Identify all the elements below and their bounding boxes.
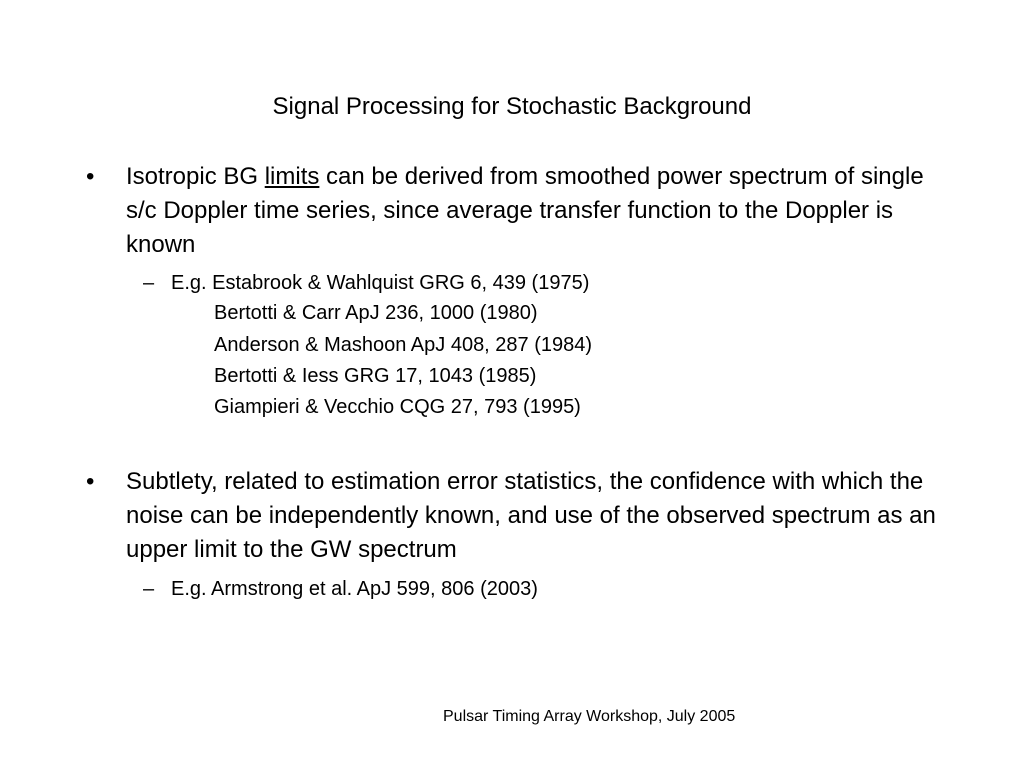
- reference-line: Bertotti & Iess GRG 17, 1043 (1985): [214, 365, 537, 387]
- reference-line: Giampieri & Vecchio CQG 27, 793 (1995): [214, 396, 581, 418]
- bullet-marker: •: [86, 163, 95, 190]
- sub-bullet: [143, 268, 589, 298]
- sub-bullet-text: E.g. Estabrook & Wahlquist GRG 6, 439 (1975): [171, 272, 590, 294]
- bullet-text: Subtlety, related to estimation error statistics, the confidence with which the noise can be independently known, and use of the observed spectrum as an upper limit to the GW spectrum: [126, 468, 936, 563]
- underlined-word: limits: [264, 163, 320, 190]
- reference-line: Anderson & Mashoon ApJ 408, 287 (1984): [214, 334, 593, 356]
- bullet-item: [86, 160, 956, 262]
- bullet-text-end: can be derived from smoothed power spectrum of single s/c Doppler time series, since average transfer function to the Doppler is known: [126, 163, 924, 258]
- reference-line: Bertotti & Carr ApJ 236, 1000 (1980): [214, 302, 538, 324]
- dash-marker: –: [143, 578, 155, 600]
- bullet-text: [126, 160, 956, 262]
- sub-bullet-text: E.g. Armstrong et al. ApJ 599, 806 (2003): [171, 578, 538, 600]
- sub-bullet: [143, 574, 538, 604]
- bullet-text-start: Isotropic BG: [126, 163, 265, 190]
- slide-title: Signal Processing for Stochastic Background: [272, 93, 752, 120]
- bullet-item: [86, 465, 956, 567]
- bullet-marker: •: [86, 468, 95, 495]
- dash-marker: –: [143, 272, 155, 294]
- footer-text: Pulsar Timing Array Workshop, July 2005: [443, 708, 736, 725]
